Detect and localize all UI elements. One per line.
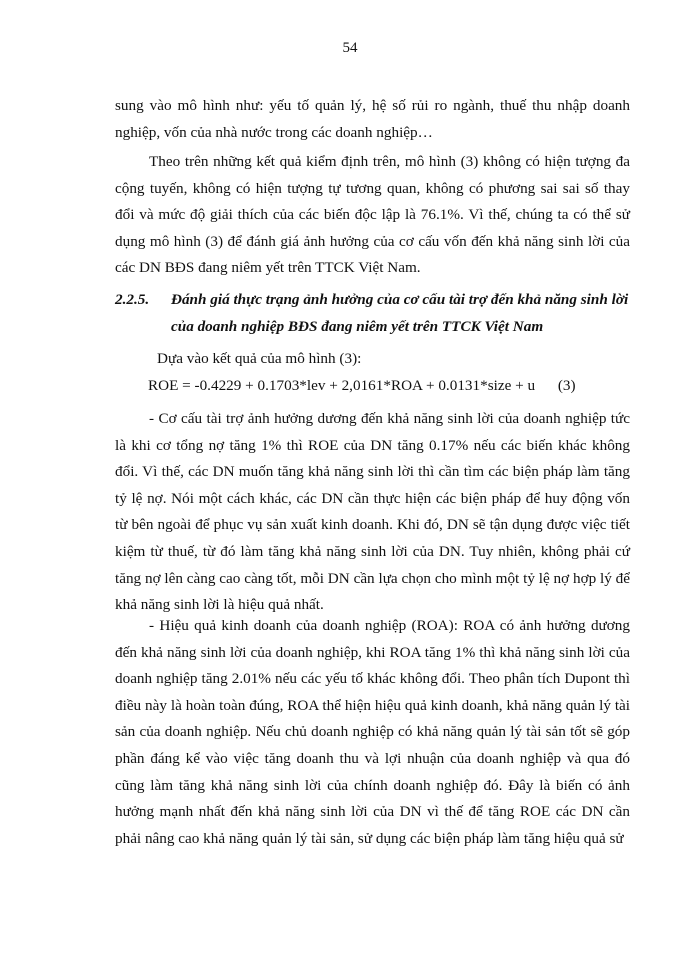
paragraph-model-evaluation [115, 149, 630, 282]
regression-formula [148, 373, 576, 399]
paragraph-text: - Cơ cấu tài trợ ảnh hưởng dương đến khả năng sinh lời của doanh nghiệp tức là khi cơ tổng nợ tăng 1% thì ROE của DN tăng 0.17% nếu các biến khác không đổi. Vì thế, các DN muốn tăng khả năng sinh lời thì cần tìm các biện pháp làm tăng tỷ lệ nợ. Nói một cách khác, các DN cần thực hiện các biện pháp để huy động vốn từ bên ngoài để phục vụ sản xuất kinh doanh. Khi đó, DN sẽ tận dụng được việc tiết kiệm từ thuế, từ đó làm tăng khả năng sinh lời của DN. Tuy nhiên, không phải cứ tăng nợ lên càng cao càng tốt, mỗi DN cần lựa chọn cho mình một tỷ lệ nợ hợp lý để khả năng sinh lời là hiệu quả nhất. [115, 410, 630, 614]
section-title-line-1: Đánh giá thực trạng ảnh hưởng của cơ cấu tài trợ đến khả năng sinh lời [171, 291, 629, 308]
section-title-line-2: của doanh nghiệp BĐS đang niêm yết trên TTCK Việt Nam [171, 318, 544, 335]
paragraph-capital-structure [115, 406, 630, 619]
formula-tag: (3) [557, 377, 576, 394]
section-heading [115, 286, 635, 340]
paragraph-continuation [115, 93, 630, 146]
paragraph-intro-formula [115, 346, 630, 373]
paragraph-roa [115, 613, 630, 852]
formula-expression: ROE = -0.4229 + 0.1703*lev + 2,0161*ROA + 0.0131*size + u [148, 377, 536, 394]
paragraph-text: - Hiệu quả kinh doanh của doanh nghiệp (ROA): ROA có ảnh hưởng dương đến khả năng sinh lời của doanh nghiệp, khi ROA tăng 1% thì khả năng sinh lời của doanh nghiệp tăng 2.01% nếu các yếu tố khác không đổi. Theo phân tích Dupont thì điều này là hoàn toàn đúng, ROA thể hiện hiệu quả kinh doanh, khả năng quản lý tài sản của doanh nghiệp. Nếu chủ doanh nghiệp có khả năng quản lý tài sản tốt sẽ góp phần đáng kể vào việc tăng doanh thu và lợi nhuận của doanh nghiệp và qua đó cũng làm tăng khả năng sinh lời của chính doanh nghiệp đó. Đây là biến có ảnh hưởng mạnh nhất đến khả năng sinh lời của DN vì thế để tăng ROE các DN cần phải nâng cao khả năng quản lý tài sản, sử dụng các biện pháp làm tăng hiệu quả sử [115, 617, 630, 847]
paragraph-text: sung vào mô hình như: yếu tố quản lý, hệ số rủi ro ngành, thuế thu nhập doanh nghiệp, vốn của nhà nước trong các doanh nghiệp… [115, 97, 630, 141]
page-number: 54 [342, 40, 358, 56]
paragraph-text: Dựa vào kết quả của mô hình (3): [157, 350, 362, 367]
section-number: 2.2.5. [115, 291, 150, 308]
paragraph-text: Theo trên những kết quả kiểm định trên, mô hình (3) không có hiện tượng đa cộng tuyến, không có hiện tượng tự tương quan, không có phương sai sai số thay đổi và mức độ giải thích của các biến độc lập là 76.1%. Vì thế, chúng ta có thể sử dụng mô hình (3) để đánh giá ảnh hưởng của cơ cấu vốn đến khả năng sinh lời của các DN BĐS đang niêm yết trên TTCK Việt Nam. [115, 153, 630, 277]
